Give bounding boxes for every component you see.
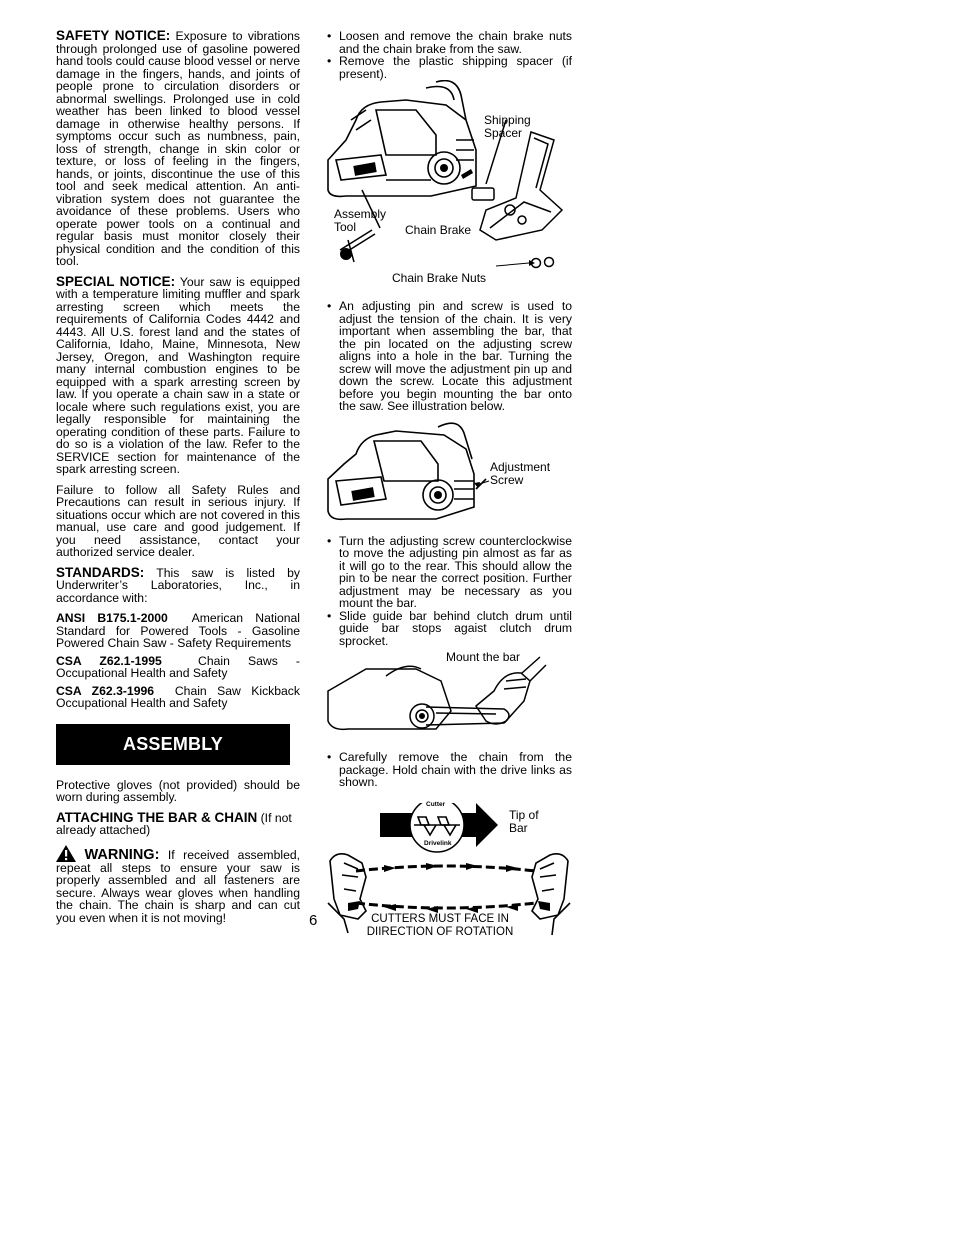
bullet-remove-chain — [326, 751, 572, 789]
standard-item-ansi — [56, 612, 300, 650]
standard-code: CSA Z62.1-1995 — [56, 653, 162, 668]
label-shipping-spacer: Shipping Spacer — [484, 113, 531, 140]
standards — [56, 564, 300, 605]
label-mount-bar: Mount the bar — [446, 650, 521, 664]
list-item: • Carefully remove the chain from the package. Hold chain with the drive links as shown. — [326, 751, 572, 789]
saw-illustration — [326, 80, 572, 284]
standard-item-csa3 — [56, 685, 300, 710]
attaching-note: (If not already attached) — [56, 810, 292, 837]
left-column — [56, 30, 300, 924]
gloves-paragraph: Protective gloves (not provided) should be worn during assembly. — [56, 777, 300, 804]
label-cutters-direction: CUTTERS MUST FACE IN DIIRECTION OF ROTATION — [366, 912, 514, 938]
special-notice-heading: SPECIAL NOTICE: — [56, 273, 176, 289]
safety-notice — [56, 30, 300, 268]
standard-code: ANSI B175.1-2000 — [56, 611, 168, 625]
warning-heading: WARNING: — [84, 846, 160, 863]
assembly-title-banner — [56, 724, 290, 765]
bullets-remove — [326, 30, 572, 80]
figure-chain-brake-removal — [326, 80, 572, 284]
list-item: • Remove the plastic shipping spacer (if present). — [326, 55, 572, 80]
standard-code: CSA Z62.3-1996 — [56, 683, 155, 698]
right-column — [326, 30, 572, 953]
safety-notice-text: Exposure to vibrations through prolonged use of gasoline powered hand tools could cause blood vessel or nerve damage in the fingers, hands, and joints of people prone to circulation disorders or abnormal swellings. Prolonged use in cold weather has been linked to blood vessel damage in otherwise healthy persons. If symptoms occur such as numbness, pain, loss of strength, change in skin color or texture, or loss of feeling in the fingers, hands, or joints, discontinue the use of this tool and seek medical attention. An anti-vibration system does not guarantee the avoidance of these problems. Users who operate power tools on a continual and regular basis must monitor closely their physical condition and the condition of this tool. — [56, 29, 300, 268]
bullets-adjust-slide — [326, 535, 572, 648]
figure-adjustment-screw — [326, 419, 572, 531]
list-item: • Slide guide bar behind clutch drum until guide bar stops agaist clutch drum sprocket. — [326, 610, 572, 648]
figure-chain-direction — [326, 800, 572, 953]
list-item: • An adjusting pin and screw is used to adjust the tension of the chain. It is very important when assembling the bar, that the pin located on the adjusting screw aligns into a hole in the bar. Turning the screw will move the adjustment pin up and down the screw. Locate this adjustment before you begin mounting the bar onto the saw. See illustration below. — [326, 300, 572, 413]
figure-mount-bar — [326, 651, 572, 745]
standard-desc: Chain Saw Kickback Occupational Health and Safety — [56, 683, 300, 710]
standards-text: This saw is listed by Underwriter’s Laboratories, Inc., in accordance with: — [56, 565, 300, 605]
special-notice-text: Your saw is equipped with a temperature limiting muffler and spark arresting screen which meets the requirements of California Codes 4442 and 4443. All U.S. forest land and the states of California, Idaho, Maine, Minnesota, New Jersey, Oregon, and Washington require many internal combustion engines to be equipped with a spark arresting screen by law. If you operate a chain saw in a state or locale where such regulations exist, you are legally responsible for maintaining the operating condition of these parts. Failure to do so is a violation of the law. Refer to the SERVICE section for maintenance of the spark arresting screen. — [56, 274, 300, 476]
page-number: 6 — [309, 912, 318, 929]
label-cutter: Cutter — [426, 800, 446, 808]
warning-triangle-icon — [56, 845, 76, 862]
saw-illustration — [326, 651, 572, 745]
standard-item-csa1 — [56, 655, 300, 680]
failure-paragraph: Failure to follow all Safety Rules and Precautions can result in serious injury. If situations occur which are not covered in this manual, use care and good judgement. If you need assistance, contact your authorized service dealer. — [56, 482, 300, 559]
label-chain-brake-nuts: Chain Brake Nuts — [392, 271, 487, 285]
safety-notice-heading: SAFETY NOTICE: — [56, 28, 171, 43]
standard-desc: American National Standard for Powered Tools - Gasoline Powered Chain Saw - Safety Requirements — [56, 611, 300, 650]
special-notice — [56, 273, 300, 476]
list-item: • Turn the adjusting screw counterclockwise to move the adjusting pin almost as far as it will go to the rear. This should allow the pin to be near the correct position. Further adjustment may be necessary as you mount the bar. — [326, 535, 572, 610]
standards-heading: STANDARDS: — [56, 564, 145, 580]
bullet-adjusting — [326, 300, 572, 413]
warning-section — [56, 845, 300, 925]
label-assembly-tool: Assembly Tool — [334, 207, 387, 234]
label-drivelink: Drivelink — [424, 839, 452, 847]
list-item: • Loosen and remove the chain brake nuts and the chain brake from the saw. — [326, 30, 572, 55]
attaching-heading: ATTACHING THE BAR & CHAIN — [56, 809, 258, 825]
assembly-title: ASSEMBLY — [123, 733, 223, 754]
attaching-section — [56, 809, 300, 837]
label-chain-brake: Chain Brake — [405, 223, 472, 237]
label-adjustment-screw: Adjustment Screw — [490, 459, 551, 487]
standard-desc: Chain Saws - Occupational Health and Safety — [56, 653, 300, 680]
warning-text: If received assembled, repeat all steps to ensure your saw is properly assembled and all fasteners are secure. Always wear gloves when handling the chain. The chain is sharp and can cut you even when it is not moving! — [56, 847, 301, 925]
label-tip-of-bar: Tip of Bar — [509, 807, 539, 835]
